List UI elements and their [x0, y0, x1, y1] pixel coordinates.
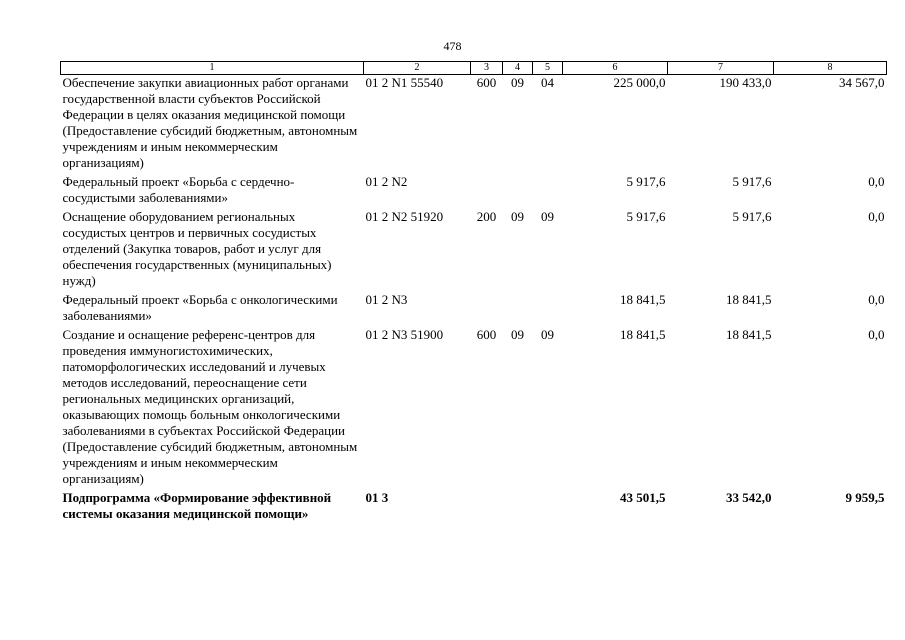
row-col-6: 225 000,0: [613, 75, 666, 90]
row-col-5: [533, 174, 563, 209]
header-col-6: 6: [563, 62, 668, 75]
header-col-3: 3: [471, 62, 503, 75]
row-col-3: [471, 292, 503, 327]
row-name: Федеральный проект «Борьба с сердечно-сосудистыми заболеваниями»: [62, 174, 295, 205]
row-col-8: 0,0: [868, 209, 885, 224]
header-col-4: 4: [503, 62, 533, 75]
row-col-7: 190 433,0: [719, 75, 772, 90]
row-name: Оснащение оборудованием региональных сосудистых центров и первичных сосудистых отделений (Закупка товаров, работ и услуг для обеспечения государственных (муниципальных) нужд): [62, 209, 332, 288]
row-code: 01 2 N2: [365, 174, 408, 189]
row-code: 01 2 N2 51920: [365, 209, 444, 224]
table-row-subprogram: [61, 490, 887, 525]
row-name: Обеспечение закупки авиационных работ органами государственной власти субъектов Российской Федерации в целях оказания медицинской помощи (Предоставление субсидий бюджетным, автономным учреждениям и иным некоммерческим организациям): [62, 75, 358, 170]
row-col-8: 0,0: [868, 327, 885, 342]
row-col-7: 33 542,0: [726, 490, 772, 505]
header-row: [61, 62, 887, 75]
row-col-6: 43 501,5: [620, 490, 666, 505]
row-col-6: 18 841,5: [620, 292, 666, 307]
row-col-7: 18 841,5: [726, 292, 772, 307]
row-col-3: [471, 174, 503, 209]
row-col-4: 09: [511, 327, 524, 342]
header-col-5: 5: [533, 62, 563, 75]
row-code: 01 2 N3 51900: [365, 327, 444, 342]
row-col-4: [503, 292, 533, 327]
row-col-3: 600: [476, 75, 497, 90]
row-col-5: 09: [541, 327, 554, 342]
row-col-4: [503, 174, 533, 209]
table-row: [61, 75, 887, 175]
row-col-3: 600: [476, 327, 497, 342]
header-col-2: 2: [364, 62, 471, 75]
row-name: Создание и оснащение референс-центров для проведения иммуногистохимических, патоморфологических исследований и лучевых методов исследований, переоснащение сети региональных медицинских организаций, оказывающих помощь больным онкологическими заболеваниями в субъектах Российской Федерации (Предоставление субсидий бюджетным, автономным учреждениям и иным некоммерческим организациям): [62, 327, 358, 486]
row-code: 01 2 N1 55540: [365, 75, 444, 90]
row-col-5: [533, 292, 563, 327]
row-col-6: 5 917,6: [626, 209, 666, 224]
header-col-1: 1: [61, 62, 364, 75]
row-col-7: 5 917,6: [732, 174, 772, 189]
budget-table: [60, 61, 887, 525]
row-col-6: 18 841,5: [620, 327, 666, 342]
row-code: 01 3: [365, 490, 389, 505]
header-col-8: 8: [774, 62, 887, 75]
row-col-4: 09: [511, 209, 524, 224]
row-code: 01 2 N3: [365, 292, 408, 307]
row-col-5: 04: [541, 75, 554, 90]
row-col-3: [471, 490, 503, 525]
row-col-6: 5 917,6: [626, 174, 666, 189]
row-col-7: 5 917,6: [732, 209, 772, 224]
table-row: [61, 209, 887, 292]
row-col-3: 200: [476, 209, 497, 224]
row-name: Федеральный проект «Борьба с онкологическими заболеваниями»: [62, 292, 338, 323]
row-col-8: 0,0: [868, 292, 885, 307]
header-col-7: 7: [668, 62, 774, 75]
row-col-5: 09: [541, 209, 554, 224]
row-col-4: [503, 490, 533, 525]
row-col-7: 18 841,5: [726, 327, 772, 342]
table-row: [61, 292, 887, 327]
row-col-5: [533, 490, 563, 525]
table-row: [61, 174, 887, 209]
row-col-8: 0,0: [868, 174, 885, 189]
page-number: 478: [443, 39, 462, 53]
row-col-4: 09: [511, 75, 524, 90]
table-row: [61, 327, 887, 490]
row-col-8: 9 959,5: [845, 490, 885, 505]
row-col-8: 34 567,0: [839, 75, 885, 90]
row-name: Подпрограмма «Формирование эффективной системы оказания медицинской помощи»: [62, 490, 332, 521]
